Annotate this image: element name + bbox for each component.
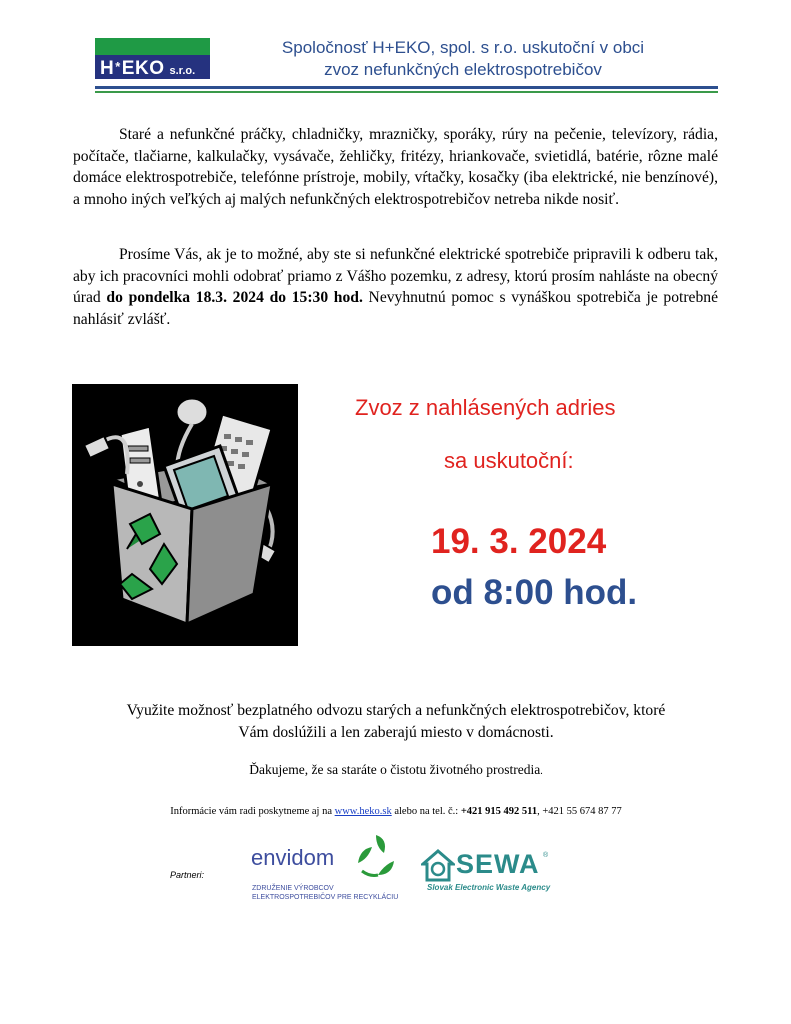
partners-label: Partneri: (170, 870, 205, 880)
envidom-subtitle: ZDRUŽENIE VÝROBCOV ELEKTROSPOTREBIČOV PRE RECYKLÁCIU (252, 885, 399, 901)
website-link[interactable]: www.heko.sk (334, 806, 392, 817)
sewa-name: SEWA (456, 849, 540, 879)
sewa-house-icon (421, 849, 455, 883)
contact-info: Informácie vám radi poskytneme aj na www.heko.sk alebo na tel. č.: +421 915 492 511, +421 55 674 87 77 (170, 806, 622, 817)
header-rule-green (95, 91, 718, 93)
recycling-bin-illustration (72, 384, 298, 646)
offer-text (60, 700, 732, 743)
paragraph-instructions: Prosíme Vás, ak je to možné, aby ste si nefunkčné elektrické spotrebiče pripravili k odberu tak, aby ich pracovníci mohli odobrať priamo z Vášho pozemku, z adresy, ktorú prosím nahláste na obecný úrad do pondelka 18.3. 2024 do 15:30 hod. Nevyhnutnú pomoc s vynáškou spotrebiča je potrebné nahlásiť zvlášť. (73, 246, 718, 328)
envidom-leaf-icon (354, 833, 398, 879)
sewa-subtitle: Slovak Electronic Waste Agency (427, 883, 551, 892)
envidom-name: envidom (251, 845, 335, 870)
collection-date: 19. 3. 2024 (431, 522, 607, 561)
header-title (228, 37, 698, 81)
offer-line1: Využite možnosť bezplatného odvozu starých a nefunkčných elektrospotrebičov, ktoré (126, 702, 666, 719)
header-rule-blue (95, 86, 718, 89)
sewa-registered-mark: ® (543, 852, 549, 859)
deadline-text: do pondelka 18.3. 2024 do 15:30 hod. (106, 289, 363, 306)
collection-heading-line2: sa uskutoční: (444, 448, 574, 473)
logo-text: H*EKO s.r.o. (100, 58, 196, 79)
thanks-text: Ďakujeme, že sa staráte o čistotu životného prostredia. (249, 762, 543, 777)
logo-green-band (95, 38, 210, 55)
offer-line2: Vám doslúžili a len zaberajú miesto v domácnosti. (238, 723, 554, 741)
collection-heading-line1: Zvoz z nahlásených adries (355, 395, 616, 420)
recycling-bin-icon (72, 384, 298, 646)
heko-logo (95, 38, 210, 79)
header-title-line1: Spoločnosť H+EKO, spol. s r.o. uskutoční v obci (281, 38, 645, 57)
phone-primary: +421 915 492 511 (460, 806, 538, 817)
collection-time: od 8:00 hod. (431, 573, 638, 612)
header-title-line2: zvoz nefunkčných elektrospotrebičov (324, 60, 602, 79)
paragraph-appliances: Staré a nefunkčné práčky, chladničky, mrazničky, sporáky, rúry na pečenie, televízory, rádia, počítače, tlačiarne, kalkulačky, vysávače, žehličky, fritézy, hriankovače, svietidlá, batérie, rôzne malé domáce elektrospotrebiče, telefónne prístroje, mobily, vŕtačky, kosačky (iba elektrické, nie benzínové), a mnoho iných veľkých aj malých nefunkčných elektrospotrebičov netreba nikde nosiť. (73, 126, 718, 208)
